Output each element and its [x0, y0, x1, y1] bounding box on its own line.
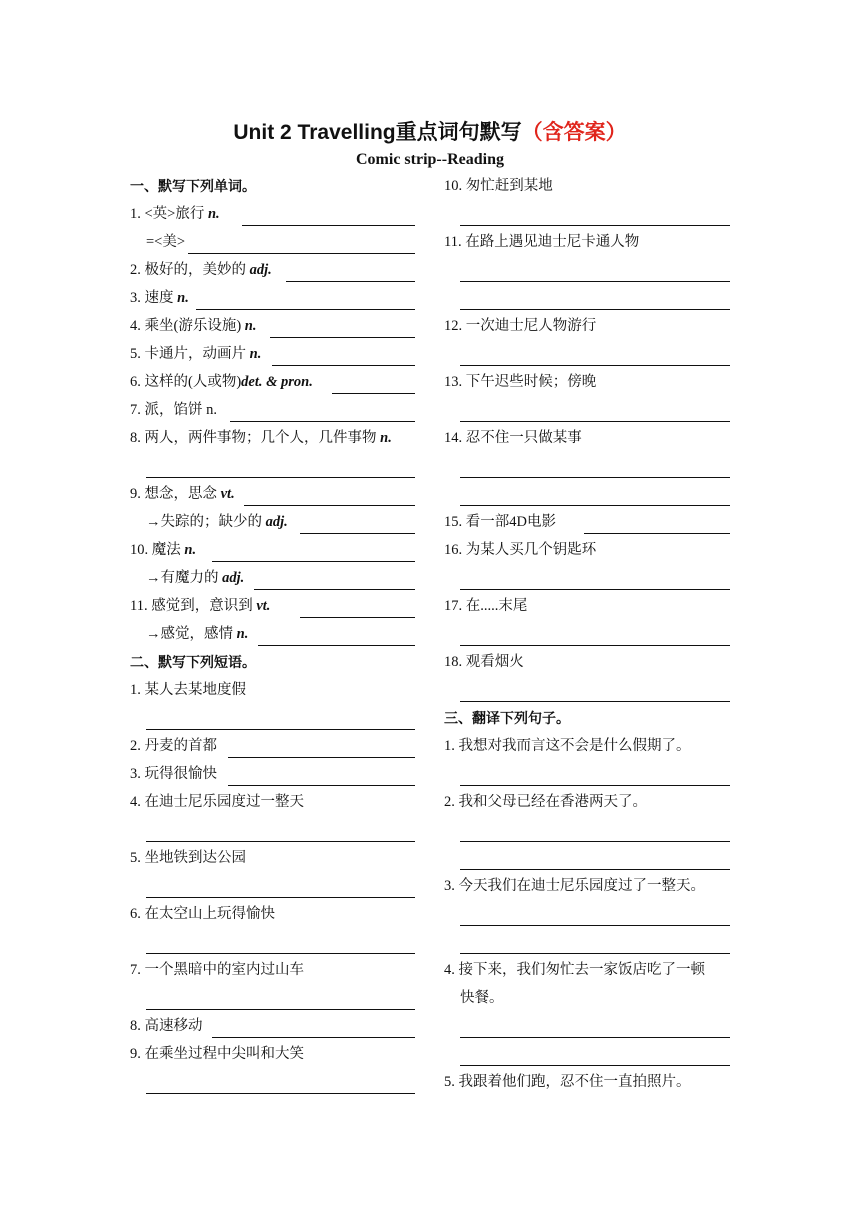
answer-blank[interactable] — [460, 925, 730, 926]
word-item-2: 2. 极好的，美妙的 adj. — [130, 260, 415, 288]
sentence-item-4-cont: 快餐。 — [460, 990, 504, 1006]
answer-blank[interactable] — [196, 309, 415, 310]
phrase-item-14-line1 — [444, 456, 730, 484]
word-item-10b: →有魔力的 adj. — [130, 568, 415, 596]
answer-blank[interactable] — [272, 365, 415, 366]
answer-blank[interactable] — [460, 841, 730, 842]
answer-blank[interactable] — [212, 561, 415, 562]
phrase-item-11-line1 — [444, 260, 730, 288]
phrase-item-1-line — [130, 708, 415, 736]
phrase-item-7-line — [130, 988, 415, 1016]
word-item-1: 1. <英>旅行 n. — [130, 204, 415, 232]
answer-blank[interactable] — [146, 729, 415, 730]
word-item-9: 9. 想念，思念 vt. — [130, 484, 415, 512]
answer-blank[interactable] — [460, 1037, 730, 1038]
phrase-item-14: 14. 忍不住一只做某事 — [444, 430, 582, 446]
word-item-9b: →失踪的；缺少的 adj. — [130, 512, 415, 540]
phrase-item-15: 15. 看一部4D电影 — [444, 512, 730, 540]
phrase-item-7: 7. 一个黑暗中的室内过山车 — [130, 962, 304, 978]
answer-blank[interactable] — [332, 393, 415, 394]
sentence-item-1-line — [444, 764, 730, 792]
phrase-item-4-line — [130, 820, 415, 848]
word-item-10: 10. 魔法 n. — [130, 540, 415, 568]
answer-blank[interactable] — [300, 617, 415, 618]
answer-blank[interactable] — [258, 645, 415, 646]
phrase-item-8: 8. 高速移动 — [130, 1016, 415, 1044]
answer-blank[interactable] — [146, 1093, 415, 1094]
sentence-item-3-line1 — [444, 904, 730, 932]
answer-blank[interactable] — [460, 869, 730, 870]
answer-blank[interactable] — [460, 225, 730, 226]
phrase-item-10: 10. 匆忙赶到某地 — [444, 178, 553, 194]
answer-blank[interactable] — [228, 757, 415, 758]
word-item-6: 6. 这样的(人或物)det. & pron. — [130, 372, 415, 400]
answer-blank[interactable] — [242, 225, 415, 226]
phrase-item-4: 4. 在迪士尼乐园度过一整天 — [130, 794, 304, 810]
word-item-3: 3. 速度 n. — [130, 288, 415, 316]
answer-blank[interactable] — [460, 645, 730, 646]
phrase-item-1: 1. 某人去某地度假 — [130, 682, 246, 698]
phrase-item-10-line — [444, 204, 730, 232]
answer-blank[interactable] — [146, 477, 415, 478]
right-column — [444, 176, 730, 1100]
word-item-4: 4. 乘坐(游乐设施) n. — [130, 316, 415, 344]
answer-blank[interactable] — [228, 785, 415, 786]
phrase-item-17: 17. 在.....末尾 — [444, 598, 528, 614]
phrase-item-13-line — [444, 400, 730, 428]
answer-note: （含答案） — [521, 121, 627, 144]
sentence-item-3-line2 — [444, 932, 730, 960]
sentence-item-4-line2 — [444, 1044, 730, 1072]
word-item-11b: →感觉，感情 n. — [130, 624, 415, 652]
section-heading-phrases: 二、默写下列短语。 — [130, 654, 256, 670]
sentence-item-2-line2 — [444, 848, 730, 876]
answer-blank[interactable] — [460, 505, 730, 506]
word-item-5: 5. 卡通片，动画片 n. — [130, 344, 415, 372]
phrase-item-6-line — [130, 932, 415, 960]
phrase-item-13: 13. 下午迟些时候；傍晚 — [444, 374, 597, 390]
phrase-item-18: 18. 观看烟火 — [444, 654, 524, 670]
sentence-item-1: 1. 我想对我而言这不会是什么假期了。 — [444, 738, 691, 754]
answer-blank[interactable] — [146, 1009, 415, 1010]
answer-blank[interactable] — [460, 281, 730, 282]
word-item-11: 11. 感觉到，意识到 vt. — [130, 596, 415, 624]
answer-blank[interactable] — [146, 897, 415, 898]
sentence-item-2-line1 — [444, 820, 730, 848]
answer-blank[interactable] — [460, 701, 730, 702]
word-item-8: 8. 两人，两件事物；几个人，几件事物 n. — [130, 430, 392, 446]
phrase-item-17-line — [444, 624, 730, 652]
sentence-item-4: 4. 接下来，我们匆忙去一家饭店吃了一顿 — [444, 962, 705, 978]
sentence-item-4-line1 — [444, 1016, 730, 1044]
answer-blank[interactable] — [460, 365, 730, 366]
phrase-item-5-line — [130, 876, 415, 904]
sentence-item-3: 3. 今天我们在迪士尼乐园度过了一整天。 — [444, 878, 705, 894]
phrase-item-6: 6. 在太空山上玩得愉快 — [130, 906, 275, 922]
phrase-item-11: 11. 在路上遇见迪士尼卡通人物 — [444, 234, 640, 250]
answer-blank[interactable] — [460, 785, 730, 786]
answer-blank[interactable] — [460, 953, 730, 954]
answer-blank[interactable] — [188, 253, 415, 254]
answer-blank[interactable] — [270, 337, 415, 338]
page-subtitle: Comic strip--Reading — [356, 151, 504, 168]
section-heading-sentences: 三、翻译下列句子。 — [444, 710, 570, 726]
answer-blank[interactable] — [460, 477, 730, 478]
sentence-item-5: 5. 我跟着他们跑，忍不住一直拍照片。 — [444, 1074, 691, 1090]
answer-blank[interactable] — [460, 309, 730, 310]
answer-blank[interactable] — [460, 421, 730, 422]
answer-blank[interactable] — [286, 281, 415, 282]
answer-blank[interactable] — [230, 421, 415, 422]
phrase-item-14-line2 — [444, 484, 730, 512]
answer-blank[interactable] — [244, 505, 415, 506]
answer-blank[interactable] — [146, 841, 415, 842]
phrase-item-9-line — [130, 1072, 415, 1100]
word-item-7: 7. 派，馅饼 n. — [130, 400, 415, 428]
phrase-item-11-line2 — [444, 288, 730, 316]
answer-blank[interactable] — [254, 589, 415, 590]
answer-blank[interactable] — [212, 1037, 415, 1038]
phrase-item-16-line — [444, 568, 730, 596]
answer-blank[interactable] — [300, 533, 415, 534]
phrase-item-16: 16. 为某人买几个钥匙环 — [444, 542, 597, 558]
phrase-item-3: 3. 玩得很愉快 — [130, 764, 415, 792]
answer-blank[interactable] — [146, 953, 415, 954]
answer-blank[interactable] — [584, 533, 730, 534]
phrase-item-9: 9. 在乘坐过程中尖叫和大笑 — [130, 1046, 304, 1062]
left-column — [130, 176, 415, 1100]
phrase-item-5: 5. 坐地铁到达公园 — [130, 850, 246, 866]
section-heading-words: 一、默写下列单词。 — [130, 178, 256, 194]
phrase-item-12: 12. 一次迪士尼人物游行 — [444, 318, 597, 334]
page-title: Unit 2 Travelling重点词句默写（含答案） — [233, 121, 627, 144]
sentence-item-2: 2. 我和父母已经在香港两天了。 — [444, 794, 647, 810]
word-item-8-line — [130, 456, 415, 484]
phrase-item-2: 2. 丹麦的首都 — [130, 736, 415, 764]
answer-blank[interactable] — [460, 589, 730, 590]
phrase-item-12-line — [444, 344, 730, 372]
phrase-item-18-line — [444, 680, 730, 708]
answer-blank[interactable] — [460, 1065, 730, 1066]
word-item-1b: =<美> — [130, 232, 415, 260]
